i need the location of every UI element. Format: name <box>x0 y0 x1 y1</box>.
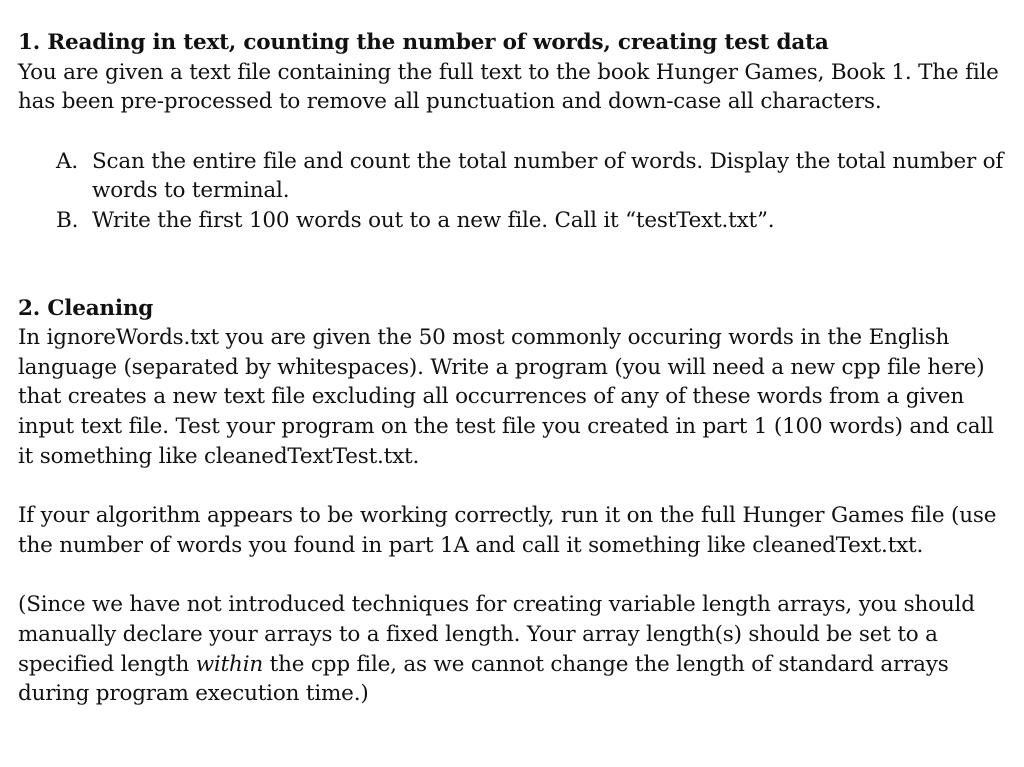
list-item-text <box>92 206 1008 236</box>
text-span: specified length <box>18 651 196 677</box>
section-1-intro-line: You are given a text file containing the full text to the book Hunger Games, Book 1. The file <box>18 59 999 85</box>
section-2-heading: 2. Cleaning <box>18 295 154 321</box>
section-spacer <box>18 236 1008 294</box>
paragraph-line: during program execution time.) <box>18 681 369 707</box>
paragraph-line: If your algorithm appears to be working correctly, run it on the full Hunger Games file (use <box>18 503 997 529</box>
paragraph-spacer <box>18 471 1008 501</box>
section-1-heading: 1. Reading in text, counting the number of words, creating test data <box>18 30 829 55</box>
paragraph-line: input text file. Test your program on the test file you created in part 1 (100 words) and call <box>18 413 994 439</box>
list-marker: A. <box>56 148 78 174</box>
paragraph-line: the number of words you found in part 1A and call it something like cleanedText.txt. <box>18 532 924 558</box>
section-1-intro-line: has been pre-processed to remove all punctuation and down-case all characters. <box>18 89 882 115</box>
paragraph-line: it something like cleanedTextTest.txt. <box>18 443 420 469</box>
task-item-a <box>18 147 1008 206</box>
paragraph-line: manually declare your arrays to a fixed length. Your array length(s) should be set to a <box>18 621 938 647</box>
document-page <box>18 28 1008 709</box>
paragraph-line: language (separated by whitespaces). Write a program (you will need a new cpp file here) <box>18 354 985 380</box>
list-marker: B. <box>56 207 79 233</box>
list-item-line: words to terminal. <box>92 178 290 204</box>
task-item-b <box>18 206 1008 236</box>
paragraph-line-with-emphasis <box>18 650 1008 680</box>
paragraph-line: that creates a new text file excluding all occurrences of any of these words from a given <box>18 384 965 410</box>
list-item-line: Write the first 100 words out to a new file. Call it “testText.txt”. <box>92 207 775 233</box>
paragraph-line: In ignoreWords.txt you are given the 50 most commonly occuring words in the English <box>18 325 950 351</box>
paragraph-line: (Since we have not introduced techniques for creating variable length arrays, you should <box>18 592 975 618</box>
list-item-line: Scan the entire file and count the total number of words. Display the total number of <box>92 148 1004 174</box>
paragraph-spacer <box>18 560 1008 590</box>
task-list <box>18 147 1008 236</box>
text-span: the cpp file, as we cannot change the length of standard arrays <box>263 651 949 677</box>
list-item-text <box>92 147 1008 206</box>
emphasis-text: within <box>195 651 264 677</box>
